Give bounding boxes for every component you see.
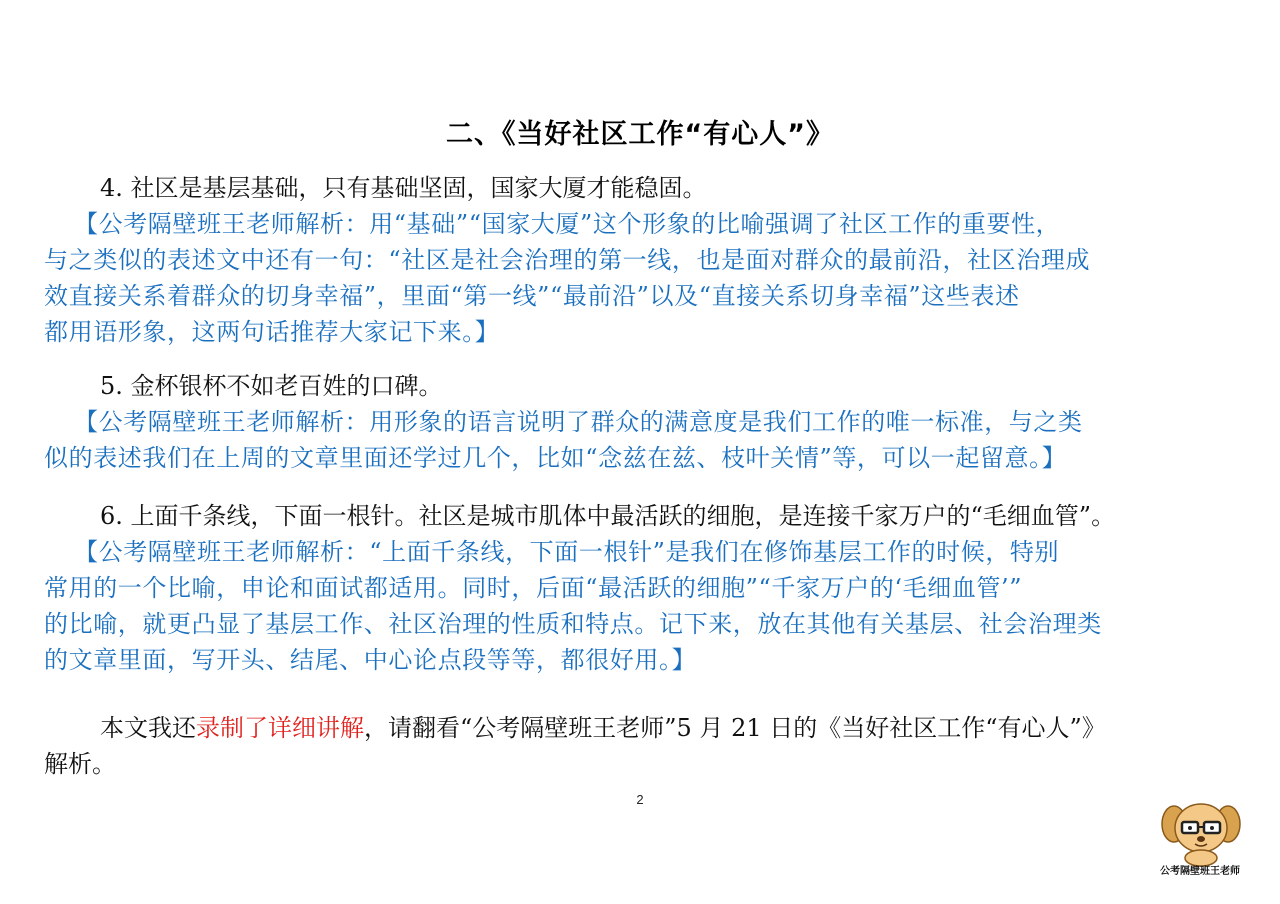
quote-text: 4. 社区是基层基础，只有基础坚固，国家大厦才能稳固。 (100, 174, 707, 202)
analysis-line: 【公考隔壁班王老师解析：“上面千条线，下面一根针”是我们在修饰基层工作的时候，特别 (74, 538, 1060, 566)
closing-paragraph (44, 710, 1240, 782)
analysis-text (44, 404, 1240, 476)
quote-text: 6. 上面千条线，下面一根针。社区是城市肌体中最活跃的细胞，是连接千家万户的“毛细血管”。 (100, 502, 1116, 530)
analysis-text (44, 534, 1240, 678)
item-block (44, 368, 1240, 476)
logo-caption: 公考隔壁班王老师 (1160, 866, 1240, 877)
analysis-line: 【公考隔壁班王老师解析：用形象的语言说明了群众的满意度是我们工作的唯一标准，与之类 (74, 408, 1083, 436)
analysis-line: 效直接关系着群众的切身幸福”，里面“第一线”“最前沿”以及“直接关系切身幸福”这些表述 (44, 282, 1020, 310)
analysis-line: 似的表述我们在上周的文章里面还学过几个，比如“念兹在兹、枝叶关情”等，可以一起留意。】 (44, 444, 1067, 472)
analysis-line: 的文章里面，写开头、结尾、中心论点段等等，都很好用。】 (44, 646, 697, 674)
closing-text: 解析。 (44, 750, 116, 778)
item-block (44, 498, 1240, 678)
page-title: 二、《当好社区工作“有心人”》 (446, 119, 834, 150)
analysis-line: 常用的一个比喻，申论和面试都适用。同时，后面“最活跃的细胞”“千家万户的‘毛细血管’” (44, 574, 1023, 602)
closing-text: ，请翻看“公考隔壁班王老师”5 月 21 日的《当好社区工作“有心人”》 (364, 714, 1106, 742)
analysis-text (44, 206, 1240, 350)
analysis-line: 的比喻，就更凸显了基层工作、社区治理的性质和特点。记下来，放在其他有关基层、社会治理类 (44, 610, 1102, 638)
page-number: 2 (636, 792, 644, 807)
analysis-line: 【公考隔壁班王老师解析：用“基础”“国家大厦”这个形象的比喻强调了社区工作的重要性， (74, 210, 1061, 238)
item-block (44, 170, 1240, 350)
closing-highlight: 录制了详细讲解 (196, 714, 364, 742)
closing-text: 本文我还 (100, 714, 196, 742)
quote-text: 5. 金杯银杯不如老百姓的口碑。 (100, 372, 443, 400)
analysis-line: 与之类似的表述文中还有一句：“社区是社会治理的第一线，也是面对群众的最前沿，社区治理成 (44, 246, 1091, 274)
analysis-line: 都用语形象，这两句话推荐大家记下来。】 (44, 318, 500, 346)
